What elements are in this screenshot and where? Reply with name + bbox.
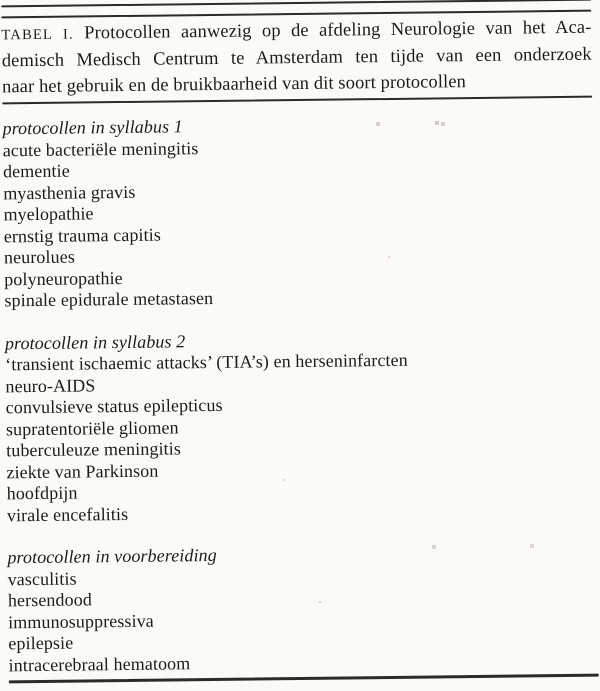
protocol-item: hoofdpijn bbox=[6, 482, 78, 504]
section-header: protocollen in syllabus 2 bbox=[4, 330, 186, 353]
protocol-item: myelopathie bbox=[3, 203, 94, 225]
caption-line-2: demisch Medisch Centrum te Amsterdam ten tijde van een onderzoek bbox=[1, 44, 592, 72]
protocol-item: tuberculeuze meningitis bbox=[6, 438, 182, 461]
protocol-item: ziekte van Parkinson bbox=[6, 460, 159, 482]
protocol-item: convulsieve status epilepticus bbox=[5, 394, 223, 418]
caption-line-3: naar het gebruik en de bruikbaarheid van dit soort protocollen bbox=[1, 72, 467, 98]
protocol-item: supratentoriële gliomen bbox=[5, 416, 179, 439]
table-body bbox=[2, 112, 598, 677]
section-syllabus-1 bbox=[2, 112, 594, 312]
protocol-item: neurolues bbox=[3, 246, 75, 268]
protocol-item: epilepsie bbox=[8, 632, 74, 654]
table-label: TABEL I. bbox=[1, 26, 74, 44]
protocol-item: myasthenia gravis bbox=[3, 181, 136, 203]
protocol-item: dementie bbox=[2, 160, 70, 182]
section-header: protocollen in voorbereiding bbox=[7, 544, 217, 568]
table-caption bbox=[1, 15, 592, 101]
protocol-item: intracerebraal hematoom bbox=[8, 652, 191, 675]
section-syllabus-2 bbox=[5, 326, 597, 526]
protocol-item: vasculitis bbox=[7, 568, 77, 589]
protocol-item: virale encefalitis bbox=[6, 503, 129, 525]
protocol-item: ‘transient ischaemic attacks’ (TIA’s) en herseninfarcten bbox=[5, 349, 408, 375]
protocol-item: polyneuropathie bbox=[4, 267, 123, 289]
protocol-item: immunosuppressiva bbox=[8, 610, 154, 632]
top-rule-outer bbox=[1, 0, 591, 7]
section-voorbereiding bbox=[7, 541, 598, 677]
caption-line-1-text: Protocollen aanwezig op de afdeling Neurologie van het Aca- bbox=[84, 17, 592, 44]
protocol-item: spinale epidurale metastasen bbox=[4, 287, 214, 311]
protocol-item: ernstig trauma capitis bbox=[3, 224, 162, 246]
protocol-item: hersendood bbox=[7, 589, 92, 611]
protocol-item: neuro-AIDS bbox=[5, 374, 96, 396]
protocol-item: acute bacteriële meningitis bbox=[2, 137, 199, 160]
section-header: protocollen in syllabus 1 bbox=[2, 116, 183, 139]
scan-artifacts bbox=[0, 0, 2, 2]
